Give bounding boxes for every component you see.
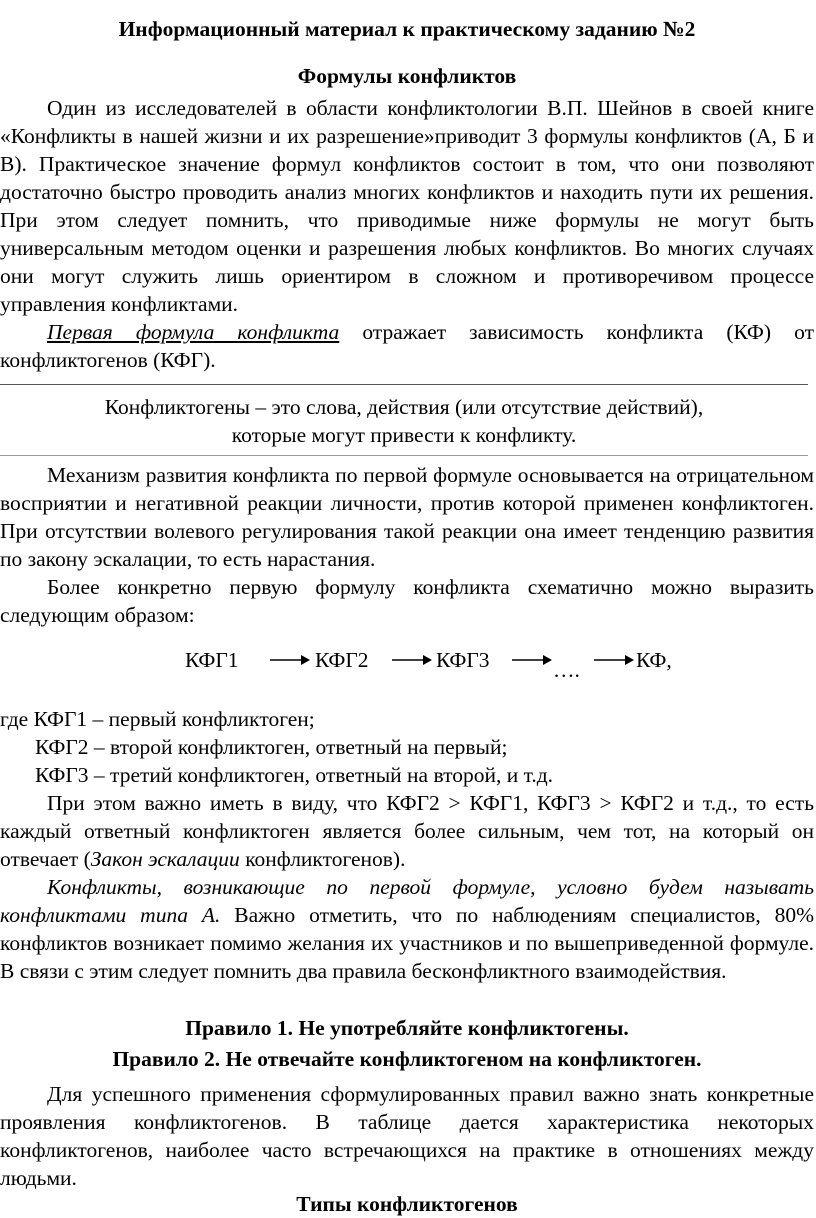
definition-bottom-rule: [0, 455, 808, 456]
first-formula-link-text: Первая формула конфликта: [47, 320, 340, 344]
definition-top-rule: [0, 384, 808, 385]
type-a-definition: Конфликты, возникающие по первой формуле, условно будем называть конфликтами типа А.: [0, 875, 814, 927]
arrow-right-icon: [594, 654, 634, 666]
rule-1: Правило 1. Не употребляйте конфликтогены.: [185, 1016, 629, 1040]
type-a-paragraph: [0, 873, 814, 985]
arrow-right-icon: [512, 654, 552, 666]
type-a-text: Важно отметить, что по наблюдениям специалистов, 80% конфликтов возникает помимо желания их участников и по вышеприведенной формуле. В связи с этим следует помнить два правила бесконфликтного взаимодействия.: [0, 903, 814, 983]
definition-line-2: которые могут привести к конфликту.: [231, 423, 577, 447]
escalation-text: При этом важно иметь в виду, что КФГ2 > КФГ1, КФГ3 > КФГ2 и т.д., то есть каждый ответный конфликтоген является более сильным, чем тот, на который он отвечает (: [0, 791, 814, 871]
types-heading: Типы конфликтогенов: [296, 1192, 518, 1216]
legend-line-2: КФГ2 – второй конфликтоген, ответный на первый;: [35, 735, 508, 759]
document-title: Информационный материал к практическому заданию №2: [118, 17, 696, 41]
arrow-right-icon: [270, 654, 310, 666]
formula-ellipsis: ….: [553, 658, 580, 682]
mechanism-paragraph: Механизм развития конфликта по первой формуле основывается на отрицательном восприятии и негативной реакции личности, против которой применен конфликтоген. При отсутствии волевого регулирования такой реакции она имеет тенденцию развития по закону эскалации, то есть нарастания.: [0, 463, 814, 571]
closing-paragraph: Для успешного применения сформулированных правил важно знать конкретные проявления конфликтогенов. В таблице дается характеристика некоторых конфликтогенов, наиболее часто встречающихся на практике в отношениях между людьми.: [0, 1082, 814, 1190]
intro-paragraph: Один из исследователей в области конфликтологии В.П. Шейнов в своей книге «Конфликты в нашей жизни и их разрешение»приводит 3 формулы конфликтов (А, Б и В). Практическое значение формул конфликтов состоит в том, что они позволяют достаточно быстро проводить анализ многих конфликтов и находить пути их решения. При этом следует помнить, что приводимые ниже формулы не могут быть универсальным методом оценки и разрешения любых конфликтов. Во многих случаях они могут служить лишь ориентиром в сложном и противоречивом процессе управления конфликтами.: [0, 96, 814, 316]
first-formula-paragraph: [0, 318, 814, 374]
escalation-law-term: Закон эскалации: [90, 847, 240, 871]
schematic-paragraph: Более конкретно первую формулу конфликта схематично можно выразить следующим образом:: [0, 575, 814, 627]
formula-term-kf: КФ,: [636, 648, 672, 672]
first-formula-text: отражает зависимость конфликта (КФ) от конфликтогенов (КФГ).: [0, 320, 815, 372]
legend-line-3: КФГ3 – третий конфликтоген, ответный на второй, и т.д.: [35, 763, 554, 787]
formula-term-kfg1: КФГ1: [185, 648, 239, 672]
arrow-right-icon: [392, 654, 432, 666]
section-heading: Формулы конфликтов: [297, 64, 517, 88]
conflict-formula: [0, 640, 816, 690]
formula-term-kfg3: КФГ3: [436, 648, 490, 672]
rule-2: Правило 2. Не отвечайте конфликтогеном на конфликтоген.: [112, 1047, 702, 1071]
formula-term-kfg2: КФГ2: [315, 648, 369, 672]
escalation-text-end: конфликтогенов).: [239, 847, 406, 871]
definition-line-1: Конфликтогены – это слова, действия (или отсутствие действий),: [104, 395, 704, 419]
legend-line-1: где КФГ1 – первый конфликтоген;: [0, 707, 315, 731]
escalation-paragraph: [0, 789, 814, 873]
